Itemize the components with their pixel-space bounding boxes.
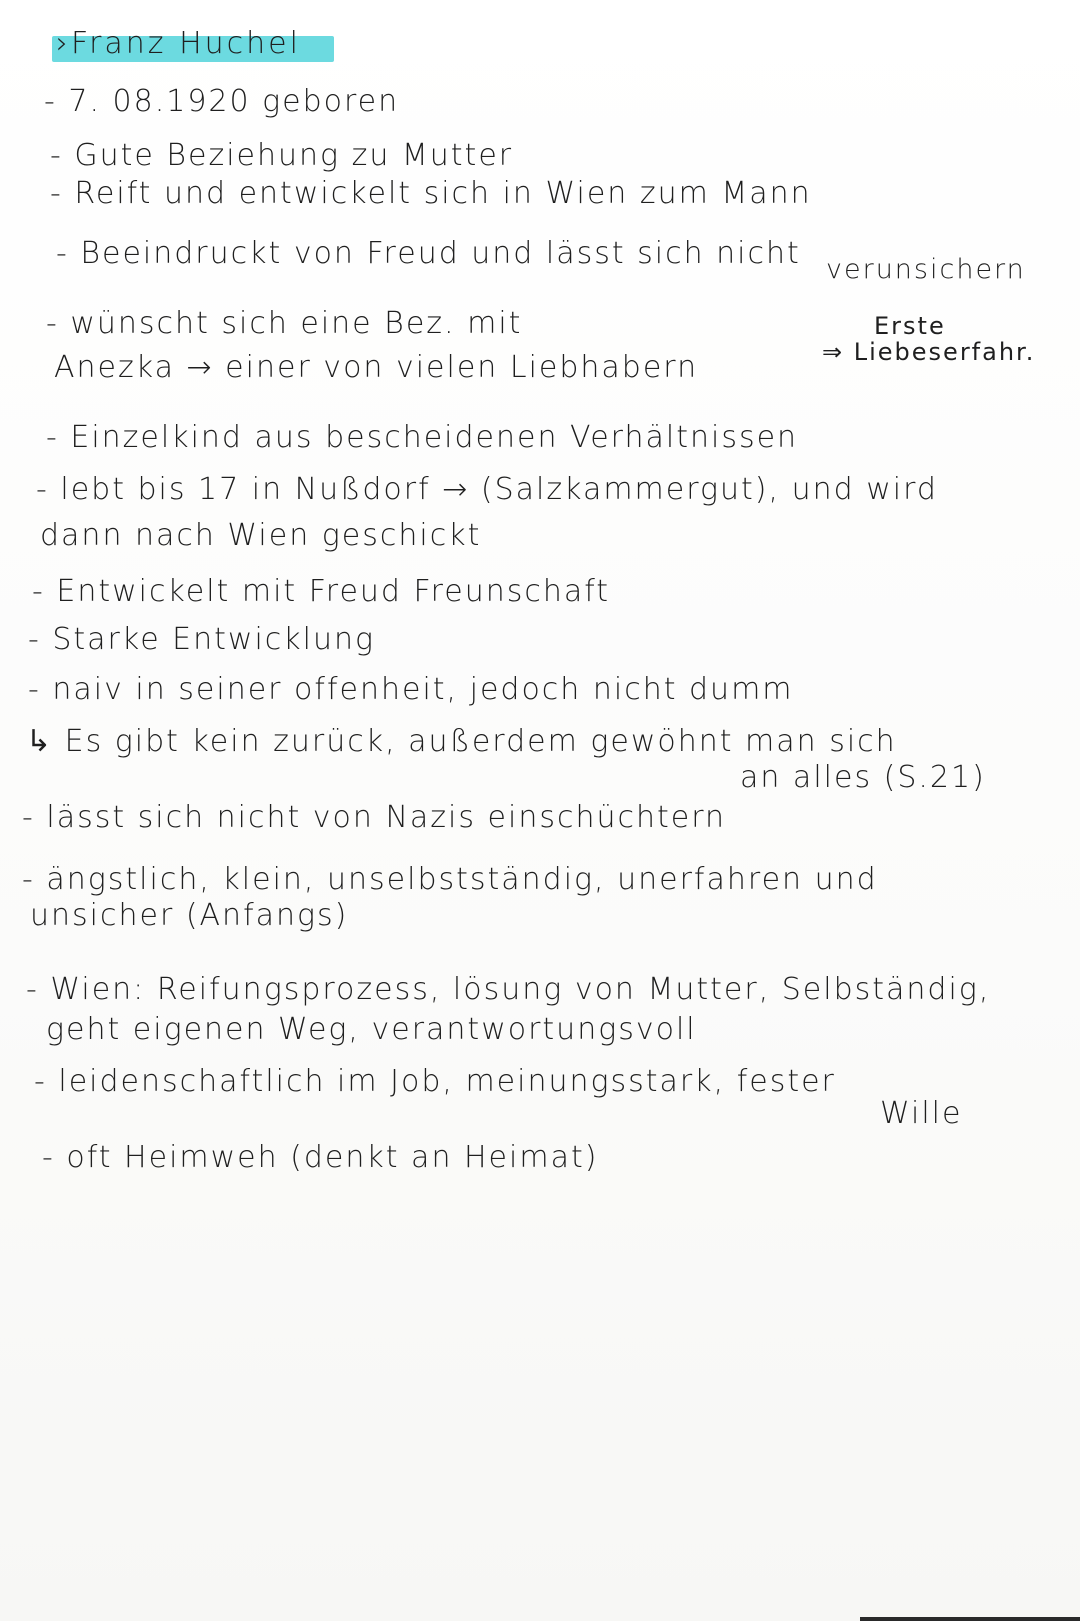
page-title: ›Franz Huchel xyxy=(56,26,301,61)
title-block xyxy=(56,26,301,61)
side-note: ⇒ Liebeserfahr. xyxy=(822,338,1036,366)
note-line: dann nach Wien geschickt xyxy=(40,518,482,553)
note-line: - Beeindruckt von Freud und lässt sich nicht xyxy=(56,236,801,271)
note-line: an alles (S.21) xyxy=(740,760,986,795)
note-line: - Wien: Reifungsprozess, lösung von Mutter, Selbständig, xyxy=(26,972,991,1007)
note-line: - lässt sich nicht von Nazis einschüchtern xyxy=(22,800,727,835)
note-line: - leidenschaftlich im Job, meinungsstark, fester xyxy=(34,1064,836,1099)
note-line: - Starke Entwicklung xyxy=(28,622,376,657)
note-line: - Reift und entwickelt sich in Wien zum Mann xyxy=(50,176,812,211)
note-line: - 7. 08.1920 geboren xyxy=(44,84,400,119)
side-note: Erste xyxy=(874,312,946,340)
note-line: - wünscht sich eine Bez. mit xyxy=(46,306,523,341)
note-line: - Gute Beziehung zu Mutter xyxy=(50,138,514,173)
note-line: Wille xyxy=(880,1096,963,1131)
note-line: unsicher (Anfangs) xyxy=(30,898,349,933)
note-line: - ängstlich, klein, unselbstständig, unerfahren und xyxy=(22,862,878,897)
note-line: - Entwickelt mit Freud Freunschaft xyxy=(32,574,611,609)
note-line: ↳ Es gibt kein zurück, außerdem gewöhnt man sich xyxy=(26,724,897,759)
note-line: - Einzelkind aus bescheidenen Verhältnissen xyxy=(46,420,799,455)
note-line: - naiv in seiner offenheit, jedoch nicht dumm xyxy=(28,672,794,707)
note-line: geht eigenen Weg, verantwortungsvoll xyxy=(46,1012,697,1047)
note-line: - lebt bis 17 in Nußdorf → (Salzkammergut), und wird xyxy=(36,472,938,507)
note-line: - oft Heimweh (denkt an Heimat) xyxy=(42,1140,599,1175)
note-line: verunsichern xyxy=(826,254,1026,285)
note-line: Anezka → einer von vielen Liebhabern xyxy=(54,350,699,385)
page-edge xyxy=(860,1617,1080,1621)
